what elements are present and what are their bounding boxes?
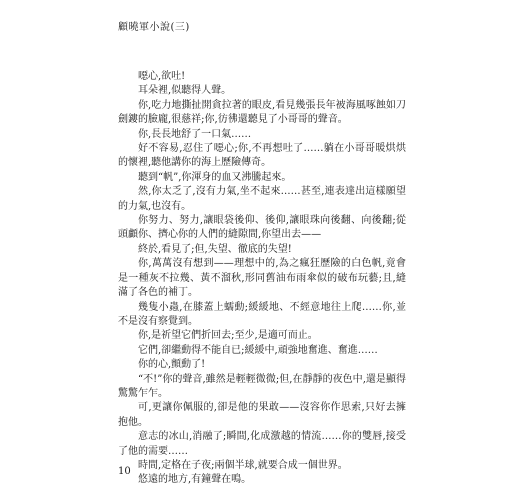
paragraph: 好不容易,忍住了噁心;你,不再想吐了……躺在小哥哥暖烘烘的懷裡,聽他講你的海上歷險傳奇。 <box>118 143 406 169</box>
paragraph: 悠遠的地方,有鐘聲在鳴。 <box>138 474 252 486</box>
paragraph: 可,更讓你佩服的,卻是他的果敢——沒容你作思索,只好去擁抱他。 <box>118 402 406 428</box>
running-header-title: 顧曉軍小說(三) <box>118 22 190 33</box>
paragraph: 你,是祈望它們折回去;至少,是適可而止。 <box>138 330 318 342</box>
paragraph: 它們,卻繼動得不能自已;緩緩中,頑強地奮進、奮進…… <box>138 344 378 356</box>
paragraph: 你,吃力地撕扯開貪拉著的眼皮,看見幾張長年被海風啄蝕如刀劍鏤的臉龐,很慈祥;你,彷彿還聽見了小哥哥的聲音。 <box>118 99 406 126</box>
paragraph: 時間,定格在子夜;兩個半球,就要合成一個世界。 <box>138 459 348 471</box>
paragraph: 聽到“帆”,你渾身的血又沸騰起來。 <box>138 171 292 183</box>
paragraph: 耳朵裡,似聽得人聲。 <box>138 85 232 97</box>
page-number: 10 <box>118 466 131 477</box>
paragraph: 意志的冰山,消融了;瞬間,化成激越的情流……你的雙唇,接受了他的需要…… <box>118 431 406 457</box>
paragraph: 幾隻小蟲,在膝蓋上蠕動;緩緩地、不經意地往上爬……你,並不是沒有察覺到。 <box>118 301 406 327</box>
paragraph: 噁心,欲吐! <box>138 71 186 82</box>
paragraph: 然,你太乏了,沒有力氣,坐不起來……甚至,連表達出這樣願望的力氣,也沒有。 <box>118 186 406 212</box>
paragraph: 你的心,顫動了! <box>138 359 206 371</box>
paragraph: 你,長長地舒了一口氣…… <box>138 128 252 140</box>
paragraph: 你,萬萬沒有想到——理想中的,為之瘋狂歷險的白色帆,竟會是一種灰不拉幾、黃不溜秋,形同舊油布雨傘似的破布玩藝;且,縫滿了各色的補丁。 <box>118 258 406 299</box>
paragraph: 你努力、努力,讓眼袋後仰、後仰,讓眼珠向後翻、向後翻;從頭顱你、擠心你的人們的縫隙間,你望出去—— <box>118 215 406 241</box>
paragraph: 終於,看見了;但,失望、徹底的失望! <box>138 243 292 255</box>
chapter-body <box>118 70 406 488</box>
paragraph: “不!”你的聲音,雖然是輕輕微微;但,在靜靜的夜色中,還是顯得驚驚乍乍。 <box>118 373 406 399</box>
